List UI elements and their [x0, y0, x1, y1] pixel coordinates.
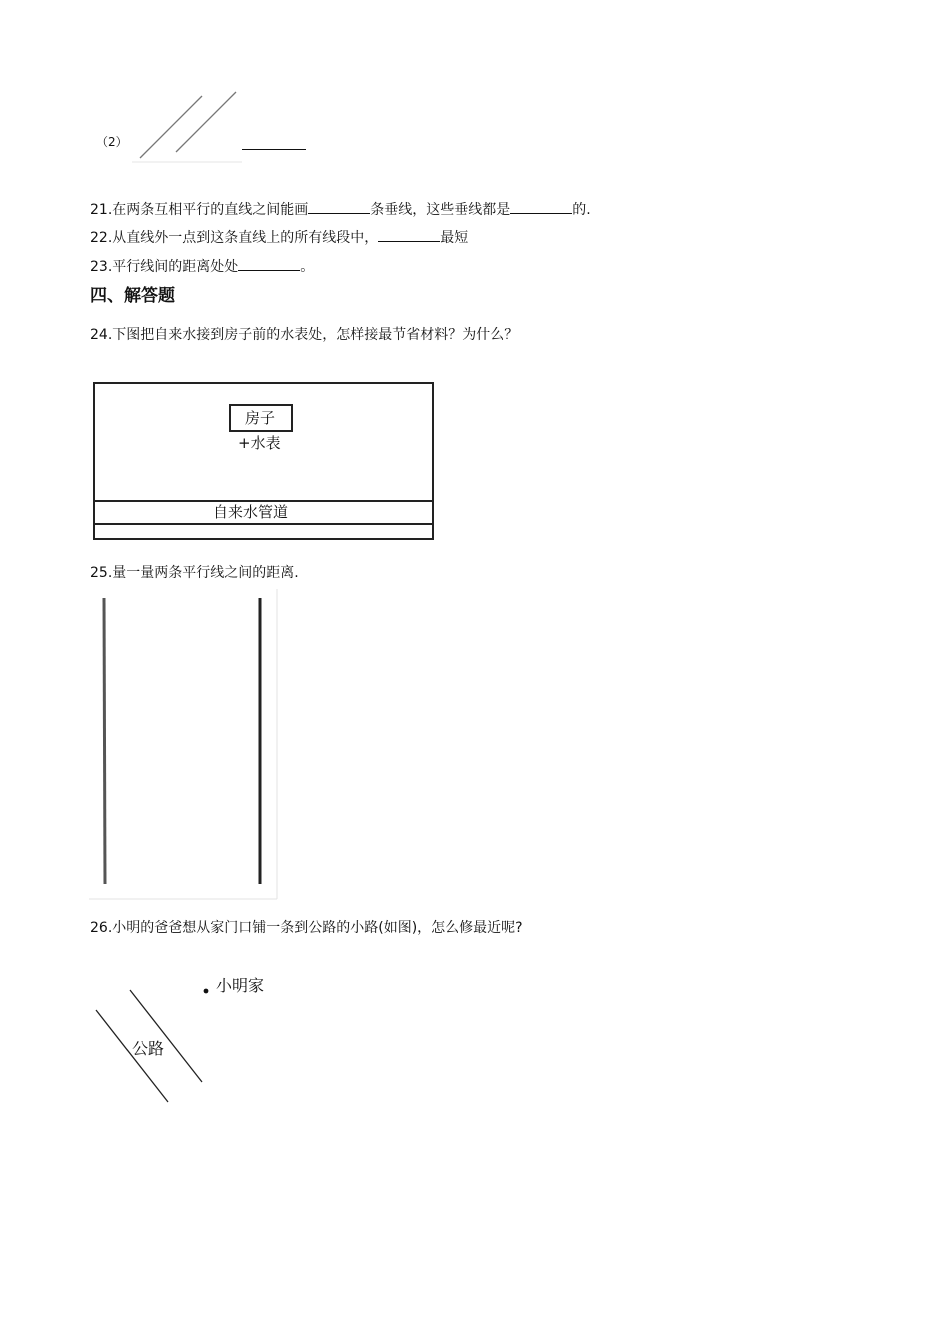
q23-blank[interactable]: [238, 257, 300, 271]
q22-text-part1: 22.从直线外一点到这条直线上的所有线段中，: [90, 230, 379, 246]
q25-parallel-lines-figure: [88, 588, 280, 902]
q26-home-label: 小明家: [216, 976, 265, 995]
q24-pipe-label: 自来水管道: [213, 503, 289, 521]
q21-blank-1[interactable]: [308, 200, 370, 214]
q23-text-part1: 23.平行线间的距离处处: [90, 259, 239, 275]
question-24: 24.下图把自来水接到房子前的水表处，怎样接最节省材料？为什么？: [90, 327, 519, 343]
q24-meter-label: +水表: [238, 434, 281, 452]
q20-item2-prefix: （2）: [96, 135, 128, 149]
q24-house-label: 房子: [245, 409, 276, 427]
q26-home-point: [204, 989, 209, 994]
q24-pipe-bottom-line: [95, 523, 432, 525]
q21-text-part3: 的.: [572, 202, 591, 218]
q23-text-part2: 。: [300, 259, 315, 275]
q24-water-diagram: [93, 382, 434, 540]
q20-answer-blank[interactable]: [242, 136, 306, 150]
q22-text-part2: 最短: [440, 230, 469, 246]
q21-text-part2: 条垂线，这些垂线都是: [370, 202, 511, 218]
question-25: 25.量一量两条平行线之间的距离.: [90, 565, 299, 581]
q21-blank-2[interactable]: [510, 200, 572, 214]
q21-text-part1: 21.在两条互相平行的直线之间能画: [90, 202, 309, 218]
question-23: [90, 257, 314, 276]
q26-road-label: 公路: [132, 1039, 165, 1058]
q24-house-box: [229, 404, 293, 432]
question-26: 26.小明的爸爸想从家门口铺一条到公路的小路(如图)，怎么修最近呢?: [90, 920, 523, 936]
question-21: [90, 200, 591, 219]
q22-blank[interactable]: [378, 228, 440, 242]
q20-parallel-lines-figure: [128, 88, 248, 166]
section-title: 四、解答题: [90, 286, 175, 306]
q24-pipe-top-line: [95, 500, 432, 502]
question-22: [90, 228, 468, 247]
